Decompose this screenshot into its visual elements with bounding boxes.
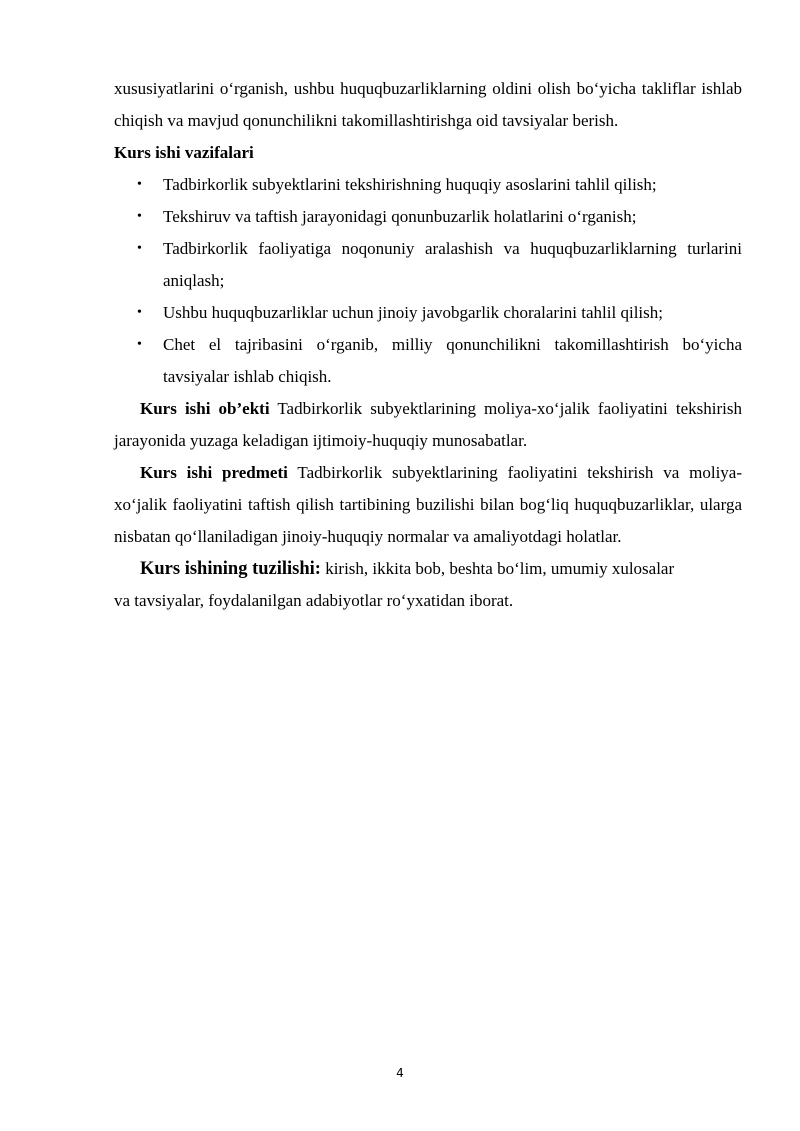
bullet-icon: • [137,337,142,352]
bullet-icon: • [137,305,142,320]
object-paragraph [114,393,742,457]
structure-paragraph [114,553,742,617]
list-item [114,329,742,393]
subject-text: Tadbirkorlik subyektlarining faoliyatini tekshirish va moliya-xo‘jalik faoliyatini taftish qilish tartibining buzilishi bilan bog‘liq huquqbuzarliklar, ularga nisbatan qo‘llaniladigan jinoiy-huquqiy normalar va amaliyotdagi holatlar. [114,463,743,546]
task-text: Tadbirkorlik faoliyatiga noqonuniy aralashish va huquqbuzarliklarning turlarini aniqlash; [163,239,742,290]
subject-paragraph [114,457,742,553]
structure-text-line2: va tavsiyalar, foydalanilgan adabiyotlar ro‘yxatidan iborat. [114,591,514,610]
bullet-icon: • [137,209,142,224]
structure-label: Kurs ishining tuzilishi: [140,559,321,579]
list-item [114,201,742,233]
list-item [114,297,742,329]
tasks-list [114,169,742,393]
task-text: Ushbu huquqbuzarliklar uchun jinoiy javobgarlik choralarini tahlil qilish; [163,303,663,322]
list-item [114,169,742,201]
bullet-icon: • [137,177,142,192]
body-text [114,73,742,617]
subject-label: Kurs ishi predmeti [140,463,288,482]
object-text: Tadbirkorlik subyektlarining moliya-xo‘jalik faoliyatini tekshirish jarayonida yuzaga keladigan ijtimoiy-huquqiy munosabatlar. [114,399,742,450]
object-label: Kurs ishi ob’ekti [140,399,270,418]
task-text: Chet el tajribasini o‘rganib, milliy qonunchilikni takomillashtirish bo‘yicha tavsiyalar ishlab chiqish. [163,335,742,386]
tasks-heading: Kurs ishi vazifalari [114,143,254,162]
task-text: Tadbirkorlik subyektlarini tekshirishning huquqiy asoslarini tahlil qilish; [163,175,657,194]
page-number: 4 [396,1066,404,1080]
structure-text-line1: kirish, ikkita bob, beshta bo‘lim, umumiy xulosalar [320,559,675,578]
task-text: Tekshiruv va taftish jarayonidagi qonunbuzarlik holatlarini o‘rganish; [163,207,637,226]
list-item [114,233,742,297]
bullet-icon: • [137,241,142,256]
intro-paragraph: xususiyatlarini o‘rganish, ushbu huquqbuzarliklarning oldini olish bo‘yicha takliflar ishlab chiqish va mavjud qonunchilikni takomillashtirishga oid tavsiyalar berish. [114,79,742,130]
